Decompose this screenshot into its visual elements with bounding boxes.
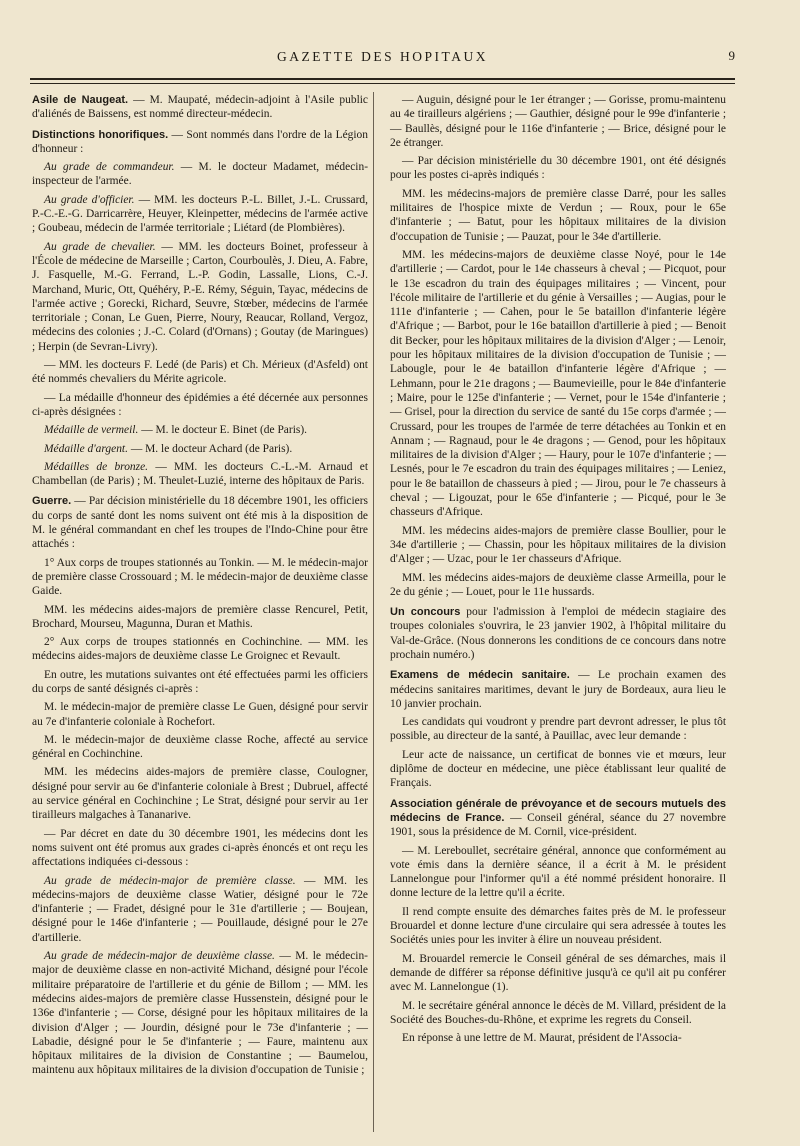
- paragraph: [32, 423, 368, 437]
- paragraph-text: — M. Lereboullet, secrétaire général, annonce que conformément au vote émis dans la dernière séance, il a écrit à M. le président Lannelongue pour l'informer qu'il a été nommé président honoraire. Il donne lecture de la lettre qu'il a écrite.: [390, 844, 726, 900]
- italic-lead: Au grade de médecin-major de deuxième classe.: [44, 950, 275, 963]
- italic-lead: Médaille de vermeil.: [44, 424, 139, 437]
- paragraph: [32, 160, 368, 189]
- paragraph-text: MM. les médecins-majors de deuxième classe Noyé, pour le 14e d'artillerie ; — Cardot, pour le 14e chasseurs à cheval ; — Picquot, pour le 13e escadron du train des équipages militaires ; — Vincent, pour l'école militaire de l'artillerie et du génie à Versailles ; — Augias, pour le 111e d'infanterie ; — Cahen, pour le 5e bataillon d'infanterie légère d'Afrique ; — Barbot, pour le 16e bataillon d'artillerie à pied ; — Benoit dit Becker, pour les hôpitaux militaires de la division d'Alger ; — Lenoir, pour les hôpitaux militaires de la division d'occupation de Tunisie ; — Labougle, pour le 4e bataillon d'infanterie légère d'Afrique ; — Lehmann, pour le 21e dragons ; — Baumevieille, pour le 84e d'infanterie ; Maire, pour le 125e d'infanterie ; — Vernet, pour le 154e d'infanterie ; — Grisel, pour la direction du service de santé du 15e corps d'armée ; — Crussard, pour les troupes de l'armée de terre détachées au Tonkin et en Annam ; — Ragnaud, pour le 4e dragons ; — Genod, pour les hôpitaux militaires de la division d'Alger ; — Haury, pour le 107e d'infanterie ; — Lesnés, pour le 7e escadron du train des équipages militaires ; — Leniez, pour le 8e bataillon de chasseurs à pied ; — Jirou, pour le 7e chasseurs à cheval ; — Ligouzat, pour le 65e d'infanterie ; — Picqué, pour le 3e chasseurs d'Afrique.: [390, 248, 726, 519]
- paragraph-text: M. le médecin-major de deuxième classe Roche, affecté au service général en Cochinchine.: [32, 733, 368, 761]
- paragraph-text: 2° Aux corps de troupes stationnés en Cochinchine. — MM. les médecins aides-majors de deuxième classe Le Groignec et Revault.: [32, 636, 368, 663]
- paragraph-text: — MM. les docteurs P.-L. Billet, J.-L. Crussard, P.-C.-E.-G. Darricarrère, Heuyer, Kleinpetter, médecins de l'armée active ; Goubeau, médecin de l'armée territoriale ; Liétard (de Plombières).: [32, 193, 368, 235]
- paragraph: [390, 605, 726, 662]
- journal-title: GAZETTE DES HOPITAUX: [277, 49, 488, 64]
- paragraph: [390, 248, 726, 520]
- paragraph-text: — MM. les docteurs F. Ledé (de Paris) et Ch. Mérieux (d'Asfeld) ont été nommés chevaliers du Mérite agricole.: [32, 359, 368, 386]
- column-divider: [373, 92, 374, 1132]
- italic-lead: Médaille d'argent.: [44, 442, 128, 455]
- paragraph: [32, 733, 368, 762]
- section-heading: Asile de Naugeat.: [32, 94, 129, 106]
- italic-lead: Au grade de commandeur.: [44, 161, 175, 174]
- paragraph-text: pour l'admission à l'emploi de médecin stagiaire des troupes coloniales s'ouvrira, le 23 janvier 1902, à l'hôpital militaire du Val-de-Grâce. (Nous donnerons les conditions de ce concours dans notre prochain numéro.): [390, 606, 726, 661]
- paragraph: [32, 494, 368, 551]
- paragraph: [390, 154, 726, 183]
- italic-lead: Au grade de chevalier.: [44, 240, 156, 253]
- paragraph: [390, 1031, 726, 1045]
- paragraph-text: — MM. les docteurs Boinet, professeur à l'École de médecine de Marseille ; Carton, Courboulès, J. Dieu, A. Fabre, J. Fasquelle, M.-G. Ferrand, L.-P. Godin, Lassalle, Lions, C.-J. Marchand, Muric, Ott, Quéhéry, P.-E. Rémy, Séguin, Tayac, médecins de l'armée active ; Gorecki, Richard, Seuvre, Stœber, médecins de l'armée territoriale ; Conan, Le Guen, Pierre, Noury, Reaucar, Rolland, Vergoz, médecins des colonies ; J.-C. Colard (d'Ornans) ; Goutay (de Maringues) ; Herpin (de Sevran-Livry).: [32, 240, 368, 353]
- paragraph: [390, 668, 726, 711]
- paragraph-text: M. le médecin-major de première classe Le Guen, désigné pour servir au 7e d'infanterie coloniale à Rochefort.: [32, 701, 368, 728]
- section-heading: Distinctions honorifiques.: [32, 128, 169, 141]
- header-rule: [30, 78, 735, 80]
- section-heading: Un concours: [390, 606, 461, 619]
- section-heading: Examens de médecin sanitaire.: [390, 669, 570, 682]
- paragraph-text: — Conseil général, séance du 27 novembre 1901, sous la présidence de M. Cornil, vice-président.: [390, 811, 726, 839]
- paragraph: [32, 700, 368, 729]
- right-column: [390, 93, 726, 1049]
- paragraph-text: — La médaille d'honneur des épidémies a été décernée aux personnes ci-après désignées :: [32, 391, 368, 418]
- paragraph-text: — M. Maupaté, médecin-adjoint à l'Asile public d'aliénés de Baissens, est nommé directeur-médecin.: [32, 94, 369, 121]
- paragraph-text: — Sont nommés dans l'ordre de la Légion d'honneur :: [32, 128, 368, 155]
- paragraph: [32, 460, 368, 489]
- paragraph-text: — Par décret en date du 30 décembre 1901, les médecins dont les noms suivent ont été promus aux grades ci-après énoncés et ont reçu les affectations indiquées ci-dessous :: [32, 827, 368, 869]
- paragraph-text: — Par décision ministérielle du 18 décembre 1901, les officiers du corps de santé dont les noms suivent ont été mis à la disposition de M. le général commandant en chef les troupes de l'Indo-Chine pour être attachés :: [32, 495, 368, 551]
- paragraph: [390, 952, 726, 995]
- paragraph-text: Leur acte de naissance, un certificat de bonnes vie et mœurs, leur diplôme de docteur en médecine, une pièce établissant leur qualité de Français.: [390, 748, 726, 790]
- paragraph: [32, 874, 368, 945]
- paragraph-text: MM. les médecins aides-majors de première classe Rencurel, Petit, Brochard, Mourseu, Magunna, Duran et Mathis.: [32, 603, 368, 630]
- paragraph-text: — MM. les médecins-majors de deuxième classe Watier, désigné pour le 72e d'infanterie ; — Fradet, désigné pour le 31e d'artillerie ; — Boujean, désigné pour le 146e d'infanterie ; — Pouillaude, désigné pour le 27e d'artillerie.: [32, 874, 369, 944]
- paragraph-text: — MM. les docteurs C.-L.-M. Arnaud et Chambellan (de Paris) ; M. Theulet-Luzié, interne des hôpitaux de Paris.: [32, 460, 368, 488]
- paragraph-text: — M. le médecin-major de deuxième classe en non-activité Michand, désigné pour l'école militaire préparatoire de l'artillerie et du génie de Billom ; — MM. les médecins aides-majors de première classe Hussenstein, désigné pour le 136e d'infanterie ; — Corse, désigné pour les hôpitaux militaires de la division d'Alger ; — Jourdin, désigné pour le 73e d'infanterie ; — Labadie, désigné pour le 5e d'infanterie ; — Faure, maintenu aux hôpitaux militaires de la division de Constantine ; — Baumelou, maintenu aux hôpitaux militaires de la division d'occupation de Tunisie ;: [32, 950, 368, 1077]
- paragraph: [32, 391, 368, 420]
- paragraph-text: MM. les médecins-majors de première classe Darré, pour les salles militaires de l'hospice mixte de Verdun ; — Roux, pour le 65e d'infanterie ; — Batut, pour les hôpitaux militaires de la division d'occupation de Tunisie ; — Pauzat, pour le 34e d'artillerie.: [390, 187, 726, 243]
- paragraph: [32, 93, 368, 122]
- paragraph: [390, 187, 726, 244]
- paragraph: [32, 949, 368, 1078]
- paragraph-text: — Par décision ministérielle du 30 décembre 1901, ont été désignés pour les postes ci-après indiqués :: [390, 155, 726, 182]
- paragraph-text: Les candidats qui voudront y prendre part devront adresser, le plus tôt possible, au directeur de la santé, à Pauillac, avec leur demande :: [390, 716, 726, 743]
- section-heading: Association générale de prévoyance et de secours mutuels des médecins de France.: [390, 797, 726, 824]
- paragraph: [32, 193, 368, 236]
- paragraph-text: Il rend compte ensuite des démarches faites près de M. le professeur Brouardel et donne lecture d'une circulaire qui sera adressée à toutes les Sociétés unies pour les inviter à élire un nouveau président.: [390, 905, 726, 947]
- italic-lead: Au grade de médecin-major de première classe.: [44, 874, 296, 887]
- paragraph: [390, 905, 726, 948]
- paragraph-text: M. le secrétaire général annonce le décès de M. Villard, président de la Société des Bouches-du-Rhône, et exprime les regrets du Conseil.: [390, 999, 726, 1026]
- paragraph-text: En réponse à une lettre de M. Maurat, président de l'Associa-: [402, 1032, 682, 1045]
- paragraph-text: En outre, les mutations suivantes ont été effectuées parmi les officiers du corps de santé désignés ci-après :: [32, 668, 368, 695]
- paragraph-text: MM. les médecins aides-majors de première classe, Coulogner, désigné pour servir au 6e d'infanterie coloniale à Brest ; Dubruel, affecté au service général en Cochinchine ; Le Strat, désigné pour servir au 1er tirailleurs malgaches à Tananarive.: [32, 766, 368, 822]
- page-number: 9: [728, 48, 735, 63]
- section-heading: Guerre.: [32, 495, 72, 508]
- paragraph: [32, 668, 368, 697]
- paragraph: [32, 358, 368, 387]
- paragraph: [390, 999, 726, 1028]
- paragraph-text: — Auguin, désigné pour le 1er étranger ; — Gorisse, promu-maintenu au 4e tirailleurs algériens ; — Gauthier, désigné pour le 99e d'infanterie ; — Baullès, désigné pour le 116e d'infanterie ; — Brice, désigné pour le 2e étranger.: [390, 94, 726, 149]
- left-column: [32, 93, 368, 1082]
- paragraph-text: — Le prochain examen des médecins sanitaires maritimes, devant le jury de Bordeaux, aura lieu le 10 janvier prochain.: [390, 669, 726, 710]
- paragraph-text: — M. le docteur E. Binet (de Paris).: [141, 424, 307, 437]
- paragraph: [32, 442, 368, 456]
- paragraph: [32, 635, 368, 664]
- paragraph: [32, 556, 368, 599]
- paragraph: [390, 844, 726, 901]
- paragraph-text: — M. le docteur Achard (de Paris).: [130, 442, 293, 455]
- italic-lead: Au grade d'officier.: [44, 193, 135, 206]
- paragraph: [390, 715, 726, 744]
- paragraph: [32, 603, 368, 632]
- italic-lead: Médailles de bronze.: [44, 460, 149, 473]
- paragraph-text: MM. les médecins aides-majors de deuxième classe Armeilla, pour le 2e du génie ; — Louet, pour le 11e hussards.: [390, 571, 726, 598]
- paragraph-text: MM. les médecins aides-majors de première classe Boullier, pour le 34e d'artillerie ; — Chassin, pour les hôpitaux militaires de la division d'Alger ; — Uzac, pour le 1er chasseurs d'Afrique.: [390, 524, 726, 566]
- paragraph: [390, 797, 726, 840]
- paragraph: [390, 93, 726, 150]
- paragraph: [390, 571, 726, 600]
- paragraph-text: M. Brouardel remercie le Conseil général de ses démarches, mais il demande de différer sa réponse définitive jusqu'à ce qu'il ait pu conférer avec M. Lannelongue (1).: [390, 952, 726, 994]
- paragraph: [32, 827, 368, 870]
- paragraph: [390, 524, 726, 567]
- page-header: [30, 44, 735, 74]
- header-rule-thin: [30, 83, 735, 84]
- paragraph-text: — M. le docteur Madamet, médecin-inspecteur de l'armée.: [32, 161, 368, 188]
- paragraph: [390, 748, 726, 791]
- paragraph: [32, 240, 368, 354]
- paragraph: [32, 128, 368, 157]
- paragraph-text: 1° Aux corps de troupes stationnés au Tonkin. — M. le médecin-major de première classe Crossouard ; M. le médecin-major de deuxième classe Gaide.: [32, 556, 368, 598]
- paragraph: [32, 765, 368, 822]
